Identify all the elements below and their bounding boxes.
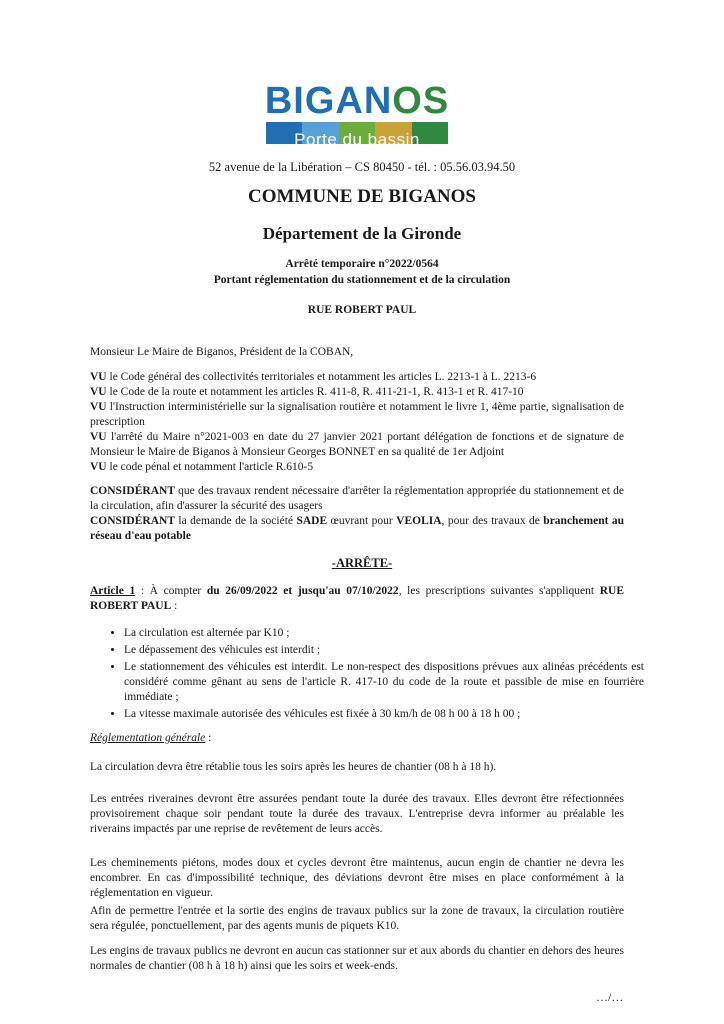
rule-item: • La circulation est alternée par K10 ; [124, 626, 644, 641]
vu-item: VU le code pénal et notamment l'article R.610-5 [90, 461, 314, 473]
vu-list [90, 370, 624, 475]
decree-street: RUE ROBERT PAUL [307, 304, 417, 316]
mayor-line: Monsieur Le Maire de Biganos, Président de la COBAN, [90, 346, 354, 358]
considerant-block [90, 484, 624, 544]
general-paragraph: La circulation devra être rétablie tous les soirs après les heures de chantier (08 h à 18 h). [90, 761, 497, 773]
rule-item: • Le dépassement des véhicules est interdit ; [124, 643, 644, 658]
vu-item: VU le Code de la route et notamment les articles R. 411-8, R. 411-21-1, R. 413-1 et R. 417-10 [90, 386, 524, 398]
biganos-logo [262, 82, 452, 162]
decree-number: Arrêté temporaire n°2022/0564 [285, 258, 439, 270]
department-title: Département de la Gironde [262, 224, 462, 243]
general-paragraph: Les entrées riveraines devront être assurées pendant toute la durée des travaux. Elles devront être réfectionnées provisoirement chaque soir pendant toute la durée des travaux. L'entreprise devra informer au préalable les riverains impactés par une reprise de revêtement de leurs accès. [90, 793, 624, 835]
decree-subject: Portant réglementation du stationnement et de la circulation [213, 274, 511, 286]
commune-title: COMMUNE DE BIGANOS [247, 186, 476, 207]
logo-tagline: Porte du bassin [294, 130, 420, 149]
vu-item: VU le Code général des collectivités territoriales et notamment les articles L. 2213-1 à L. 2213-6 [90, 371, 537, 383]
article-1: Article 1 : À compter du 26/09/2022 et jusqu'au 07/10/2022, les prescriptions suivantes s'appliquent RUE ROBERT PAUL : [90, 585, 624, 612]
article-1-rules [104, 626, 644, 724]
continuation-mark: …/… [596, 990, 624, 1004]
arrete-heading: -ARRÊTE- [331, 556, 393, 570]
considerant-item: CONSIDÉRANT que des travaux rendent nécessaire d'arrêter la réglementation appropriée du stationnement et de la circulation, afin d'assurer la sécurité des usagers [90, 485, 624, 512]
considerant-item: CONSIDÉRANT la demande de la société SADE œuvrant pour VEOLIA, pour des travaux de branchement au réseau d'eau potable [90, 515, 625, 542]
general-heading: Réglementation générale : [90, 732, 212, 744]
general-paragraph: Les cheminements piétons, modes doux et cycles devront être maintenus, aucun engin de chantier ne devra les encombrer. En cas d'impossibilité technique, des déviations devront être mises en place conformément à la réglementation en vigueur. [90, 857, 624, 899]
vu-item: VU l'Instruction interministérielle sur la signalisation routière et notamment le livre 1, 4ème partie, signalisation de prescription [90, 401, 624, 428]
logo-wordmark: BIGANOS [264, 80, 450, 122]
rule-item: • Le stationnement des véhicules est interdit. Le non-respect des dispositions prévues aux alinéas précédents est considéré comme gênant au sens de l'article R. 417-10 du code de la route et passible de mise en fourrière immédiate ; [124, 660, 644, 705]
rule-item: • La vitesse maximale autorisée des véhicules est fixée à 30 km/h de 08 h 00 à 18 h 00 ; [124, 707, 644, 722]
general-paragraph: Les engins de travaux publics ne devront en aucun cas stationner sur et aux abords du chantier en dehors des heures normales de chantier (08 h à 18 h) ainsi que les soirs et week-ends. [90, 945, 624, 972]
address-line: 52 avenue de la Libération – CS 80450 - tél. : 05.56.03.94.50 [208, 160, 516, 174]
vu-item: VU l'arrêté du Maire n°2021-003 en date du 27 janvier 2021 portant délégation de fonctions et de signature de Monsieur le Maire de Biganos à Monsieur Georges BONNET en sa qualité de 1er Adjoint [90, 431, 624, 458]
general-paragraph: Afin de permettre l'entrée et la sortie des engins de travaux publics sur la zone de travaux, la circulation routière sera régulée, ponctuellement, par des agents munis de piquets K10. [90, 905, 624, 932]
